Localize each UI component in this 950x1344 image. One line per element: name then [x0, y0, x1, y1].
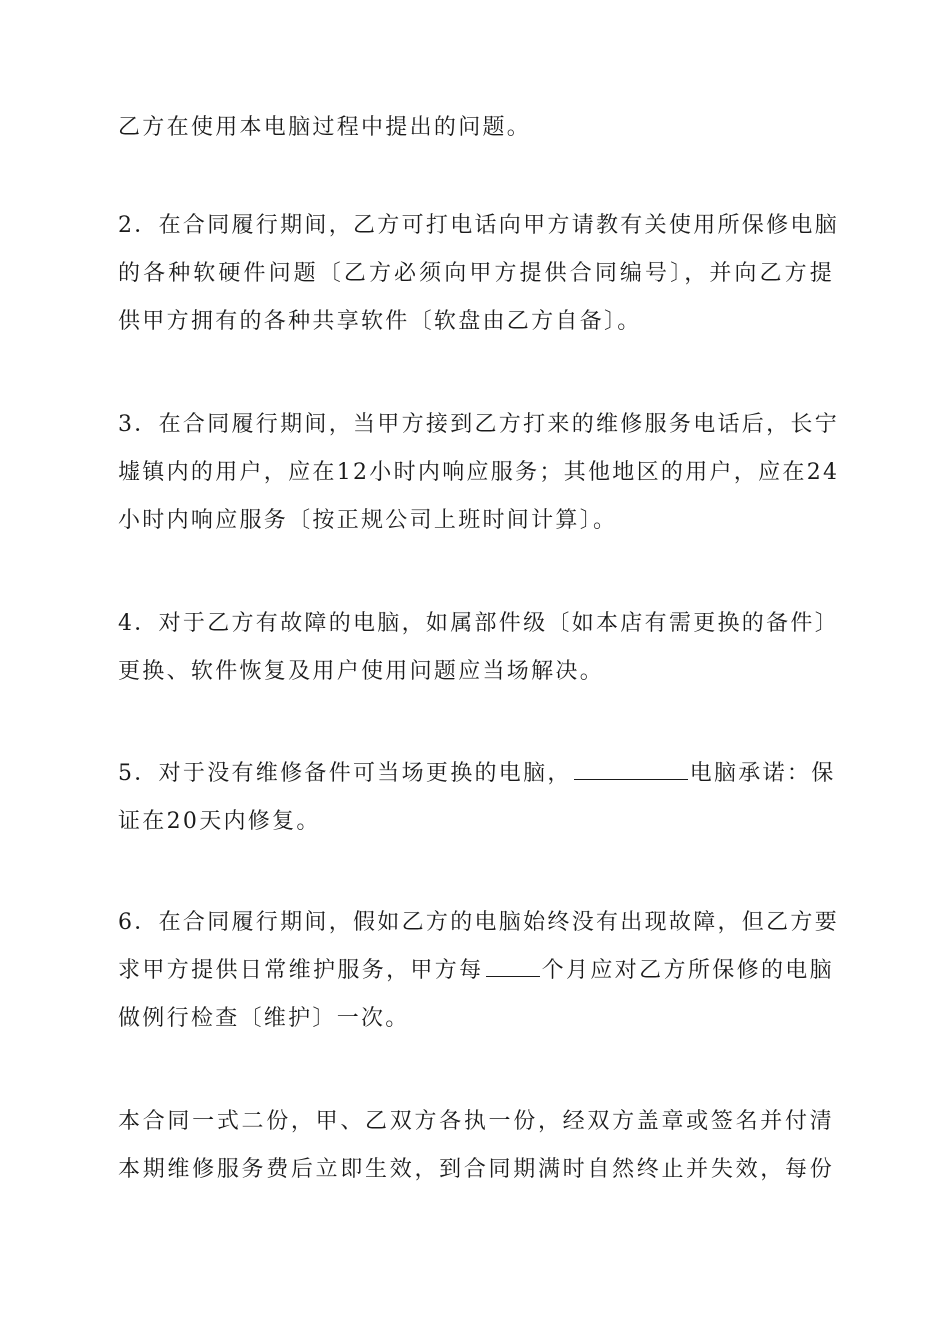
text-line: 本期维修服务费后立即生效，到合同期满时自然终止并失效，每份: [118, 1157, 834, 1182]
text-line: 的各种软硬件问题〔乙方必须向甲方提供合同编号〕，并向乙方提: [118, 261, 834, 286]
clause-4: [118, 600, 839, 696]
text-line: 墟镇内的用户，应在12小时内响应服务；其他地区的用户，应在24: [118, 460, 840, 485]
clause-6: [118, 899, 839, 1043]
clause-5-text-before-blank: 5．对于没有维修备件可当场更换的电脑，: [118, 761, 572, 786]
text-line: 3．在合同履行期间，当甲方接到乙方打来的维修服务电话后，长宁: [118, 412, 839, 437]
text-line: 证在20天内修复。: [118, 809, 321, 834]
text-line: 本合同一式二份，甲、乙双方各执一份，经双方盖章或签名并付清: [118, 1109, 834, 1134]
clause-3: [118, 401, 840, 545]
clause-6-text-after-blank: 个月应对乙方所保修的电脑: [541, 958, 834, 983]
fill-in-blank: [574, 753, 688, 780]
text-line: 4．对于乙方有故障的电脑，如属部件级〔如本店有需更换的备件〕: [118, 611, 839, 636]
text-line: 小时内响应服务〔按正规公司上班时间计算〕。: [118, 508, 618, 533]
fill-in-blank: [486, 950, 540, 977]
text-line: [118, 947, 834, 995]
text-line: 做例行检查〔维护〕一次。: [118, 1006, 410, 1031]
text-line: 更换、软件恢复及用户使用问题应当场解决。: [118, 659, 605, 684]
text-line: 乙方在使用本电脑过程中提出的问题。: [118, 115, 532, 140]
clause-2: [118, 202, 839, 346]
text-line: 2．在合同履行期间，乙方可打电话向甲方请教有关使用所保修电脑: [118, 213, 839, 238]
paragraph-continuation: [118, 104, 834, 152]
clause-5: [118, 750, 834, 846]
closing-paragraph: [118, 1098, 834, 1194]
text-line: 6．在合同履行期间，假如乙方的电脑始终没有出现故障，但乙方要: [118, 910, 839, 935]
text-line: [118, 750, 834, 798]
text-line: 供甲方拥有的各种共享软件〔软盘由乙方自备〕。: [118, 309, 642, 334]
clause-5-text-after-blank: 电脑承诺：保: [689, 761, 836, 786]
clause-6-text-before-blank: 求甲方提供日常维护服务，甲方每: [118, 958, 484, 983]
